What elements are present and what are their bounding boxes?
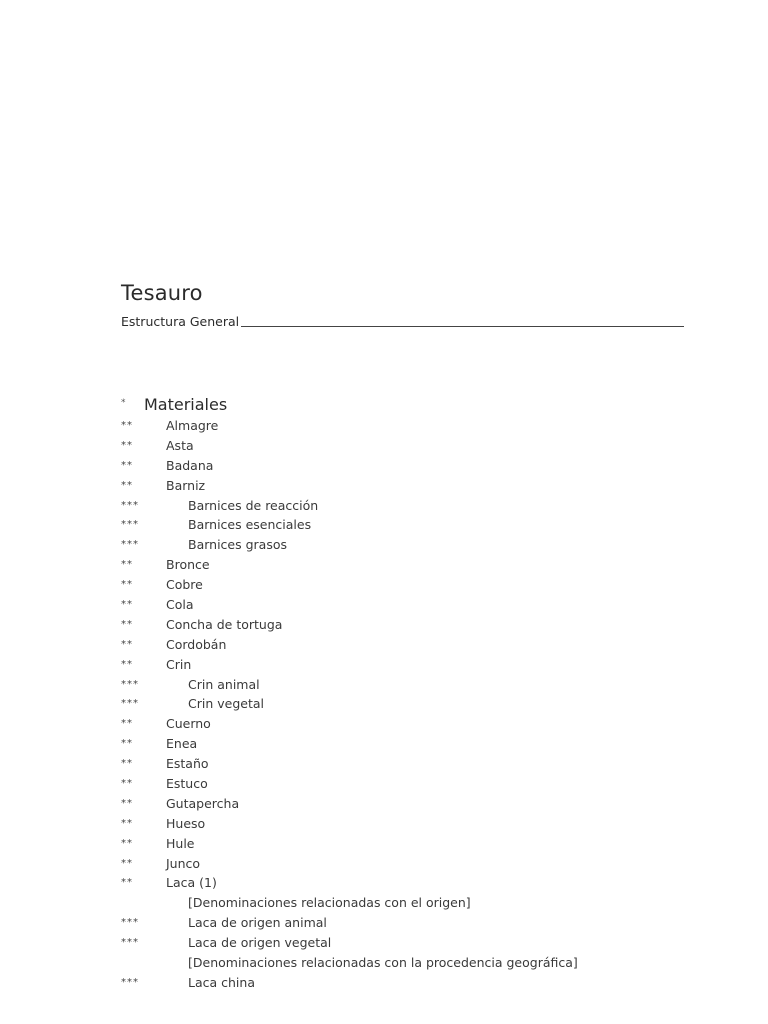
term-entry: [121, 754, 684, 774]
term-label: Crin: [166, 656, 192, 672]
term-label: Cobre: [166, 577, 203, 593]
term-label: Gutapercha: [166, 795, 240, 811]
term-level-marker: **: [121, 638, 133, 650]
term-level-marker: ***: [121, 519, 139, 531]
term-level-marker: ***: [121, 976, 139, 988]
term-label: Laca china: [188, 974, 255, 990]
term-label: Laca de origen vegetal: [188, 935, 332, 951]
term-level-marker: **: [121, 738, 133, 750]
term-level-marker: **: [121, 817, 133, 829]
term-level-marker: **: [121, 658, 133, 670]
term-entry: [121, 555, 684, 575]
term-entry: [121, 515, 684, 535]
document-page: [121, 0, 684, 1024]
term-entry: [121, 575, 684, 595]
term-level-marker: ***: [121, 499, 139, 511]
term-level-marker: ***: [121, 678, 139, 690]
term-entry: [121, 734, 684, 754]
term-entry: [121, 635, 684, 655]
term-label: Concha de tortuga: [166, 616, 283, 632]
term-entry: [121, 595, 684, 615]
term-label: Enea: [166, 736, 198, 752]
term-level-marker: **: [121, 439, 133, 451]
term-label: [Denominaciones relacionadas con la procedencia geográfica]: [188, 955, 578, 971]
term-level-marker: ***: [121, 917, 139, 929]
term-label: Hueso: [166, 815, 206, 831]
term-label: Crin vegetal: [188, 696, 264, 712]
term-label: Badana: [166, 457, 214, 473]
term-label: Hule: [166, 835, 195, 851]
term-level-marker: **: [121, 420, 133, 431]
term-entry: [121, 913, 684, 933]
term-level-marker: **: [121, 459, 133, 471]
term-label: Junco: [166, 855, 201, 871]
subtitle-row: [121, 312, 684, 330]
term-level-marker: ***: [121, 539, 139, 551]
term-entry: [121, 416, 684, 436]
term-level-marker: **: [121, 758, 133, 770]
term-level-marker: ***: [121, 937, 139, 949]
term-entry: [121, 615, 684, 635]
thesaurus-term-list: [121, 416, 684, 993]
term-entry: [121, 814, 684, 834]
term-level-marker: **: [121, 837, 133, 849]
term-entry: [121, 456, 684, 476]
term-entry: [121, 774, 684, 794]
term-entry: [121, 655, 684, 675]
subtitle-rule: [241, 326, 684, 327]
term-entry: [121, 436, 684, 456]
term-entry: [121, 933, 684, 953]
term-entry: [121, 873, 684, 893]
term-level-marker: **: [121, 797, 133, 809]
term-label: Estuco: [166, 776, 208, 792]
term-level-marker: **: [121, 599, 133, 611]
term-entry: [121, 476, 684, 496]
term-level-marker: **: [121, 857, 133, 869]
term-entry: [121, 893, 684, 913]
term-level-marker: **: [121, 877, 133, 889]
term-level-marker: **: [121, 559, 133, 571]
section-title: Materiales: [144, 395, 228, 414]
term-entry: [121, 834, 684, 854]
term-label: Asta: [166, 437, 194, 453]
term-entry: [121, 675, 684, 695]
section-heading: [121, 394, 684, 416]
term-entry: [121, 854, 684, 874]
term-level-marker: **: [121, 718, 133, 730]
term-label: Almagre: [166, 418, 219, 433]
term-entry: [121, 714, 684, 734]
term-label: Cola: [166, 597, 194, 613]
page-title: Tesauro: [121, 281, 203, 305]
section-level-marker: *: [121, 398, 126, 408]
term-level-marker: **: [121, 618, 133, 630]
term-label: [Denominaciones relacionadas con el origen]: [188, 895, 471, 911]
term-label: Crin animal: [188, 676, 260, 692]
term-label: Estaño: [166, 756, 209, 772]
term-label: Barniz: [166, 477, 206, 493]
term-entry: [121, 694, 684, 714]
term-level-marker: ***: [121, 698, 139, 710]
term-label: Laca de origen animal: [188, 915, 327, 931]
term-entry: [121, 973, 684, 993]
term-label: Cuerno: [166, 716, 211, 732]
term-entry: [121, 496, 684, 516]
term-label: Bronce: [166, 557, 210, 573]
term-label: Barnices de reacción: [188, 497, 319, 513]
term-label: Cordobán: [166, 636, 227, 652]
term-label: Laca (1): [166, 875, 217, 891]
term-level-marker: **: [121, 479, 133, 491]
term-entry: [121, 794, 684, 814]
page-subtitle: Estructura General: [121, 314, 240, 329]
term-entry: [121, 535, 684, 555]
term-level-marker: **: [121, 579, 133, 591]
term-label: Barnices esenciales: [188, 517, 312, 533]
term-entry: [121, 953, 684, 973]
term-label: Barnices grasos: [188, 537, 288, 553]
term-level-marker: **: [121, 778, 133, 790]
